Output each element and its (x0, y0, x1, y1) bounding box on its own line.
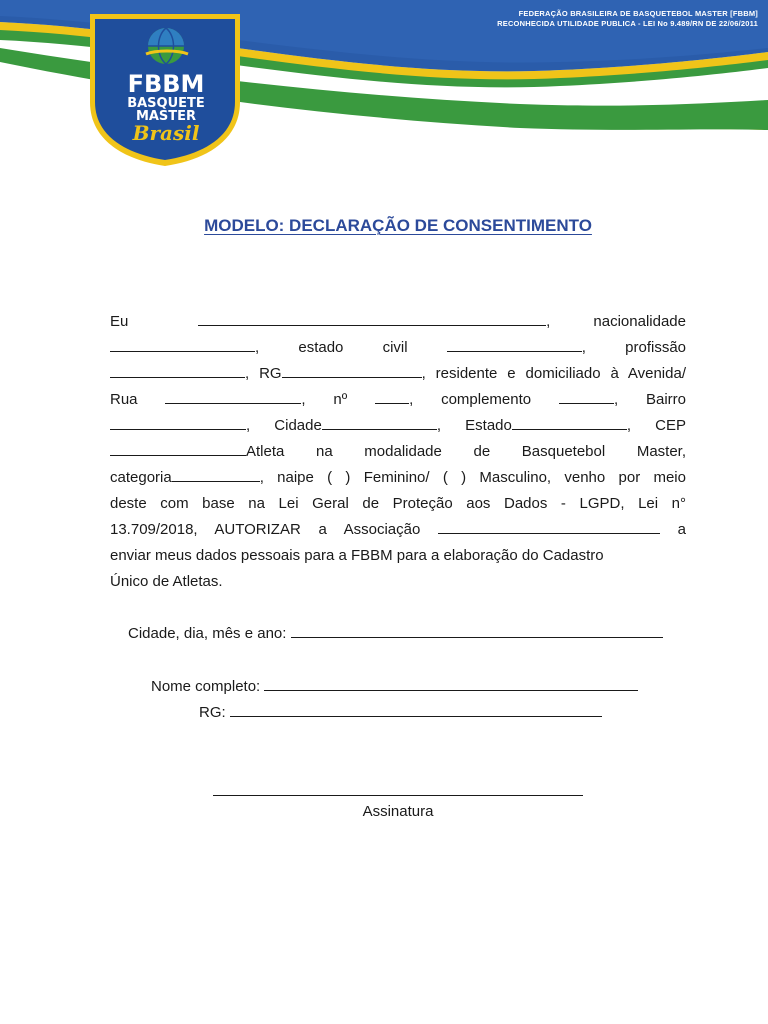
label-categoria: categoria (110, 469, 172, 486)
rg-label: RG: (199, 704, 226, 721)
label-complemento: , complemento (409, 391, 532, 408)
nome-completo-label: Nome completo: (151, 678, 261, 695)
fbbm-logo (86, 10, 244, 170)
svg-text:Brasil: Brasil (132, 121, 200, 145)
body-line-7 (110, 465, 686, 491)
letterhead-banner (0, 0, 768, 180)
label-residente: , residente e domiciliado à Avenida/ (421, 365, 686, 382)
name-blank[interactable] (198, 310, 546, 326)
estado-civil-blank[interactable] (447, 336, 582, 352)
label-bairro: , Bairro (613, 391, 686, 408)
federation-law: RECONHECIDA UTILIDADE PUBLICA - LEI No 9.489/RN DE 22/06/2011 (497, 19, 758, 28)
cep-blank[interactable] (110, 440, 246, 456)
nome-completo-blank[interactable] (264, 675, 638, 691)
body-line-1 (110, 309, 686, 335)
label-autorizar: 13.709/2018, AUTORIZAR a Associação (110, 521, 421, 538)
body-line-9 (110, 517, 686, 543)
label-rg: , RG (245, 365, 282, 382)
rg-blank[interactable] (282, 362, 422, 378)
body-line-5 (110, 413, 686, 439)
signature-line[interactable] (213, 795, 583, 796)
body-line-11: Único de Atletas. (110, 573, 223, 590)
cidade-data-blank[interactable] (291, 622, 663, 638)
profissao-blank[interactable] (110, 362, 245, 378)
nome-completo-row (151, 675, 638, 699)
label-numero: , nº (301, 391, 348, 408)
rg-row (199, 701, 602, 725)
body-line-4 (110, 387, 686, 413)
numero-blank[interactable] (375, 388, 409, 404)
body-line-6 (110, 439, 686, 465)
label-cep: , CEP (626, 417, 686, 434)
word-eu: Eu (110, 313, 129, 330)
word-a: a (677, 521, 686, 538)
label-profissao: , profissão (581, 339, 686, 356)
label-nacionalidade: , nacionalidade (546, 313, 686, 330)
document-title: MODELO: DECLARAÇÃO DE CONSENTIMENTO (204, 216, 592, 235)
body-line-3 (110, 361, 686, 387)
body-line-10: enviar meus dados pessoais para a FBBM para a elaboração do Cadastro (110, 547, 604, 564)
nacionalidade-blank[interactable] (110, 336, 255, 352)
rg-field-blank[interactable] (230, 701, 602, 717)
svg-text:MASTER: MASTER (135, 109, 197, 124)
cidade-blank[interactable] (322, 414, 437, 430)
complemento-blank[interactable] (559, 388, 614, 404)
label-naipe: , naipe ( ) Feminino/ ( ) Masculino, venho por meio (259, 469, 686, 486)
rua-blank[interactable] (165, 388, 301, 404)
label-rua: Rua (110, 391, 138, 408)
associacao-blank[interactable] (438, 518, 660, 534)
label-cidade: , Cidade (246, 417, 322, 434)
cidade-data-label: Cidade, dia, mês e ano: (128, 625, 287, 642)
label-civil: civil (382, 339, 408, 356)
cidade-data-row (128, 622, 663, 646)
label-atleta: Atleta na modalidade de Basquetebol Master, (246, 443, 686, 460)
svg-text:BASQUETE: BASQUETE (127, 96, 205, 111)
body-line-2 (110, 335, 686, 361)
bairro-blank[interactable] (110, 414, 246, 430)
svg-text:FBBM: FBBM (127, 70, 205, 98)
body-line-8: deste com base na Lei Geral de Proteção aos Dados - LGPD, Lei n° (110, 495, 686, 512)
estado-blank[interactable] (512, 414, 627, 430)
signature-label: Assinatura (362, 803, 434, 820)
categoria-blank[interactable] (172, 466, 260, 482)
label-estado: , estado (255, 339, 344, 356)
label-estado-uf: , Estado (436, 417, 512, 434)
federation-name: FEDERAÇÃO BRASILEIRA DE BASQUETEBOL MASTER [FBBM] (518, 9, 758, 18)
